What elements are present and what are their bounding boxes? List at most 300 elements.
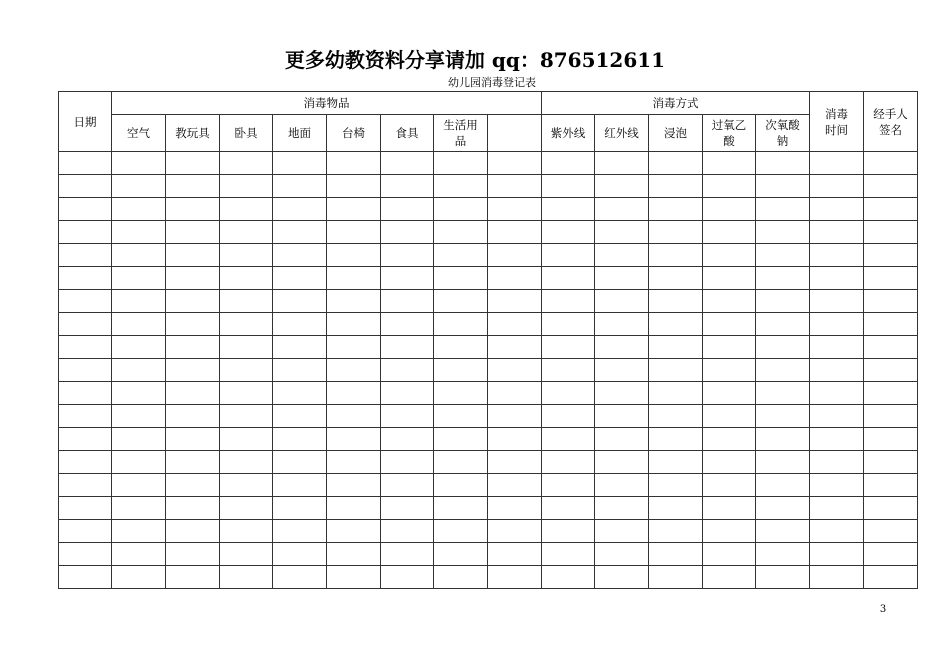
entry-cell[interactable] — [488, 520, 542, 543]
entry-cell[interactable] — [864, 198, 918, 221]
entry-cell[interactable] — [542, 221, 595, 244]
entry-cell[interactable] — [649, 428, 703, 451]
entry-cell[interactable] — [649, 267, 703, 290]
entry-cell[interactable] — [381, 428, 434, 451]
entry-cell[interactable] — [59, 520, 112, 543]
entry-cell[interactable] — [756, 175, 810, 198]
entry-cell[interactable] — [327, 543, 381, 566]
entry-cell[interactable] — [166, 474, 220, 497]
entry-cell[interactable] — [434, 451, 488, 474]
entry-cell[interactable] — [112, 359, 166, 382]
entry-cell[interactable] — [273, 428, 327, 451]
entry-cell[interactable] — [488, 566, 542, 589]
entry-cell[interactable] — [273, 474, 327, 497]
entry-cell[interactable] — [273, 520, 327, 543]
entry-cell[interactable] — [756, 543, 810, 566]
entry-cell[interactable] — [112, 382, 166, 405]
entry-cell[interactable] — [488, 474, 542, 497]
entry-cell[interactable] — [542, 382, 595, 405]
entry-cell[interactable] — [488, 336, 542, 359]
entry-cell[interactable] — [649, 290, 703, 313]
entry-cell[interactable] — [220, 451, 273, 474]
entry-cell[interactable] — [756, 428, 810, 451]
entry-cell[interactable] — [273, 221, 327, 244]
entry-cell[interactable] — [220, 520, 273, 543]
entry-cell[interactable] — [703, 543, 756, 566]
entry-cell[interactable] — [434, 152, 488, 175]
entry-cell[interactable] — [112, 175, 166, 198]
entry-cell[interactable] — [488, 428, 542, 451]
entry-cell[interactable] — [649, 244, 703, 267]
entry-cell[interactable] — [112, 313, 166, 336]
entry-cell[interactable] — [220, 336, 273, 359]
entry-cell[interactable] — [649, 405, 703, 428]
entry-cell[interactable] — [112, 405, 166, 428]
entry-cell[interactable] — [595, 543, 649, 566]
entry-cell[interactable] — [220, 497, 273, 520]
entry-cell[interactable] — [649, 566, 703, 589]
entry-cell[interactable] — [273, 543, 327, 566]
entry-cell[interactable] — [327, 520, 381, 543]
entry-cell[interactable] — [864, 428, 918, 451]
entry-cell[interactable] — [488, 359, 542, 382]
entry-cell[interactable] — [327, 313, 381, 336]
entry-cell[interactable] — [649, 520, 703, 543]
entry-cell[interactable] — [434, 382, 488, 405]
entry-cell[interactable] — [434, 313, 488, 336]
entry-cell[interactable] — [864, 175, 918, 198]
entry-cell[interactable] — [810, 175, 864, 198]
entry-cell[interactable] — [327, 221, 381, 244]
entry-cell[interactable] — [542, 198, 595, 221]
entry-cell[interactable] — [327, 290, 381, 313]
entry-cell[interactable] — [381, 198, 434, 221]
entry-cell[interactable] — [810, 336, 864, 359]
entry-cell[interactable] — [381, 382, 434, 405]
entry-cell[interactable] — [864, 359, 918, 382]
entry-cell[interactable] — [595, 451, 649, 474]
entry-cell[interactable] — [59, 152, 112, 175]
entry-cell[interactable] — [595, 336, 649, 359]
entry-cell[interactable] — [273, 175, 327, 198]
entry-cell[interactable] — [220, 382, 273, 405]
entry-cell[interactable] — [220, 198, 273, 221]
entry-cell[interactable] — [220, 244, 273, 267]
entry-cell[interactable] — [166, 175, 220, 198]
entry-cell[interactable] — [703, 382, 756, 405]
entry-cell[interactable] — [434, 221, 488, 244]
entry-cell[interactable] — [112, 336, 166, 359]
entry-cell[interactable] — [488, 497, 542, 520]
entry-cell[interactable] — [381, 543, 434, 566]
entry-cell[interactable] — [810, 313, 864, 336]
entry-cell[interactable] — [166, 520, 220, 543]
entry-cell[interactable] — [649, 382, 703, 405]
entry-cell[interactable] — [112, 152, 166, 175]
entry-cell[interactable] — [810, 566, 864, 589]
entry-cell[interactable] — [542, 313, 595, 336]
entry-cell[interactable] — [488, 290, 542, 313]
entry-cell[interactable] — [703, 359, 756, 382]
entry-cell[interactable] — [703, 566, 756, 589]
entry-cell[interactable] — [810, 405, 864, 428]
entry-cell[interactable] — [488, 313, 542, 336]
entry-cell[interactable] — [112, 221, 166, 244]
entry-cell[interactable] — [864, 520, 918, 543]
entry-cell[interactable] — [112, 474, 166, 497]
entry-cell[interactable] — [112, 566, 166, 589]
entry-cell[interactable] — [595, 313, 649, 336]
entry-cell[interactable] — [595, 405, 649, 428]
entry-cell[interactable] — [273, 359, 327, 382]
entry-cell[interactable] — [810, 474, 864, 497]
entry-cell[interactable] — [542, 244, 595, 267]
entry-cell[interactable] — [112, 428, 166, 451]
entry-cell[interactable] — [381, 359, 434, 382]
entry-cell[interactable] — [542, 290, 595, 313]
entry-cell[interactable] — [434, 290, 488, 313]
entry-cell[interactable] — [595, 152, 649, 175]
entry-cell[interactable] — [220, 474, 273, 497]
entry-cell[interactable] — [273, 267, 327, 290]
entry-cell[interactable] — [595, 566, 649, 589]
entry-cell[interactable] — [59, 474, 112, 497]
entry-cell[interactable] — [59, 175, 112, 198]
entry-cell[interactable] — [273, 405, 327, 428]
entry-cell[interactable] — [756, 359, 810, 382]
entry-cell[interactable] — [434, 520, 488, 543]
entry-cell[interactable] — [273, 244, 327, 267]
entry-cell[interactable] — [488, 267, 542, 290]
entry-cell[interactable] — [59, 428, 112, 451]
entry-cell[interactable] — [864, 221, 918, 244]
entry-cell[interactable] — [381, 267, 434, 290]
entry-cell[interactable] — [327, 175, 381, 198]
entry-cell[interactable] — [381, 497, 434, 520]
entry-cell[interactable] — [703, 336, 756, 359]
entry-cell[interactable] — [59, 267, 112, 290]
entry-cell[interactable] — [59, 244, 112, 267]
entry-cell[interactable] — [756, 451, 810, 474]
entry-cell[interactable] — [488, 221, 542, 244]
entry-cell[interactable] — [703, 290, 756, 313]
entry-cell[interactable] — [434, 428, 488, 451]
entry-cell[interactable] — [864, 244, 918, 267]
entry-cell[interactable] — [703, 520, 756, 543]
entry-cell[interactable] — [59, 198, 112, 221]
entry-cell[interactable] — [166, 313, 220, 336]
entry-cell[interactable] — [434, 198, 488, 221]
entry-cell[interactable] — [166, 152, 220, 175]
entry-cell[interactable] — [649, 543, 703, 566]
entry-cell[interactable] — [810, 221, 864, 244]
entry-cell[interactable] — [166, 198, 220, 221]
entry-cell[interactable] — [166, 244, 220, 267]
entry-cell[interactable] — [273, 566, 327, 589]
entry-cell[interactable] — [810, 543, 864, 566]
entry-cell[interactable] — [273, 313, 327, 336]
entry-cell[interactable] — [488, 382, 542, 405]
entry-cell[interactable] — [703, 267, 756, 290]
entry-cell[interactable] — [488, 543, 542, 566]
entry-cell[interactable] — [327, 244, 381, 267]
entry-cell[interactable] — [756, 267, 810, 290]
entry-cell[interactable] — [381, 313, 434, 336]
entry-cell[interactable] — [756, 566, 810, 589]
entry-cell[interactable] — [112, 290, 166, 313]
entry-cell[interactable] — [488, 451, 542, 474]
entry-cell[interactable] — [381, 405, 434, 428]
entry-cell[interactable] — [381, 221, 434, 244]
entry-cell[interactable] — [112, 497, 166, 520]
entry-cell[interactable] — [488, 198, 542, 221]
entry-cell[interactable] — [220, 152, 273, 175]
entry-cell[interactable] — [381, 451, 434, 474]
entry-cell[interactable] — [864, 152, 918, 175]
entry-cell[interactable] — [595, 198, 649, 221]
entry-cell[interactable] — [488, 175, 542, 198]
entry-cell[interactable] — [381, 474, 434, 497]
entry-cell[interactable] — [434, 497, 488, 520]
entry-cell[interactable] — [703, 198, 756, 221]
entry-cell[interactable] — [59, 566, 112, 589]
entry-cell[interactable] — [220, 566, 273, 589]
entry-cell[interactable] — [327, 451, 381, 474]
entry-cell[interactable] — [649, 474, 703, 497]
entry-cell[interactable] — [810, 244, 864, 267]
entry-cell[interactable] — [542, 451, 595, 474]
entry-cell[interactable] — [59, 359, 112, 382]
entry-cell[interactable] — [59, 543, 112, 566]
entry-cell[interactable] — [703, 451, 756, 474]
entry-cell[interactable] — [864, 290, 918, 313]
entry-cell[interactable] — [864, 267, 918, 290]
entry-cell[interactable] — [327, 382, 381, 405]
entry-cell[interactable] — [542, 497, 595, 520]
entry-cell[interactable] — [166, 336, 220, 359]
entry-cell[interactable] — [381, 290, 434, 313]
entry-cell[interactable] — [756, 497, 810, 520]
entry-cell[interactable] — [166, 267, 220, 290]
entry-cell[interactable] — [381, 520, 434, 543]
entry-cell[interactable] — [649, 336, 703, 359]
entry-cell[interactable] — [756, 221, 810, 244]
entry-cell[interactable] — [649, 221, 703, 244]
entry-cell[interactable] — [756, 520, 810, 543]
entry-cell[interactable] — [810, 382, 864, 405]
entry-cell[interactable] — [220, 290, 273, 313]
entry-cell[interactable] — [595, 267, 649, 290]
entry-cell[interactable] — [166, 451, 220, 474]
entry-cell[interactable] — [273, 451, 327, 474]
entry-cell[interactable] — [703, 405, 756, 428]
entry-cell[interactable] — [649, 152, 703, 175]
entry-cell[interactable] — [112, 267, 166, 290]
entry-cell[interactable] — [542, 405, 595, 428]
entry-cell[interactable] — [595, 244, 649, 267]
entry-cell[interactable] — [649, 359, 703, 382]
entry-cell[interactable] — [434, 175, 488, 198]
entry-cell[interactable] — [810, 290, 864, 313]
entry-cell[interactable] — [327, 566, 381, 589]
entry-cell[interactable] — [756, 198, 810, 221]
entry-cell[interactable] — [864, 451, 918, 474]
entry-cell[interactable] — [59, 405, 112, 428]
entry-cell[interactable] — [595, 359, 649, 382]
entry-cell[interactable] — [488, 405, 542, 428]
entry-cell[interactable] — [542, 267, 595, 290]
entry-cell[interactable] — [756, 244, 810, 267]
entry-cell[interactable] — [810, 198, 864, 221]
entry-cell[interactable] — [112, 543, 166, 566]
entry-cell[interactable] — [595, 497, 649, 520]
entry-cell[interactable] — [327, 428, 381, 451]
entry-cell[interactable] — [166, 382, 220, 405]
entry-cell[interactable] — [381, 175, 434, 198]
entry-cell[interactable] — [864, 497, 918, 520]
entry-cell[interactable] — [434, 543, 488, 566]
entry-cell[interactable] — [166, 221, 220, 244]
entry-cell[interactable] — [59, 451, 112, 474]
entry-cell[interactable] — [542, 359, 595, 382]
entry-cell[interactable] — [220, 267, 273, 290]
entry-cell[interactable] — [703, 244, 756, 267]
entry-cell[interactable] — [434, 359, 488, 382]
entry-cell[interactable] — [273, 290, 327, 313]
entry-cell[interactable] — [542, 566, 595, 589]
entry-cell[interactable] — [864, 382, 918, 405]
entry-cell[interactable] — [595, 290, 649, 313]
entry-cell[interactable] — [220, 428, 273, 451]
entry-cell[interactable] — [542, 474, 595, 497]
entry-cell[interactable] — [864, 405, 918, 428]
entry-cell[interactable] — [649, 175, 703, 198]
entry-cell[interactable] — [810, 152, 864, 175]
entry-cell[interactable] — [327, 336, 381, 359]
entry-cell[interactable] — [59, 497, 112, 520]
entry-cell[interactable] — [220, 359, 273, 382]
entry-cell[interactable] — [327, 267, 381, 290]
entry-cell[interactable] — [595, 474, 649, 497]
entry-cell[interactable] — [810, 428, 864, 451]
entry-cell[interactable] — [649, 497, 703, 520]
entry-cell[interactable] — [273, 198, 327, 221]
entry-cell[interactable] — [59, 313, 112, 336]
entry-cell[interactable] — [381, 336, 434, 359]
entry-cell[interactable] — [434, 336, 488, 359]
entry-cell[interactable] — [59, 336, 112, 359]
entry-cell[interactable] — [703, 221, 756, 244]
entry-cell[interactable] — [864, 543, 918, 566]
entry-cell[interactable] — [220, 175, 273, 198]
entry-cell[interactable] — [864, 474, 918, 497]
entry-cell[interactable] — [327, 497, 381, 520]
entry-cell[interactable] — [703, 175, 756, 198]
entry-cell[interactable] — [756, 382, 810, 405]
entry-cell[interactable] — [166, 497, 220, 520]
entry-cell[interactable] — [756, 290, 810, 313]
entry-cell[interactable] — [864, 336, 918, 359]
entry-cell[interactable] — [434, 474, 488, 497]
entry-cell[interactable] — [434, 267, 488, 290]
entry-cell[interactable] — [112, 520, 166, 543]
entry-cell[interactable] — [703, 474, 756, 497]
entry-cell[interactable] — [703, 497, 756, 520]
entry-cell[interactable] — [112, 198, 166, 221]
entry-cell[interactable] — [542, 336, 595, 359]
entry-cell[interactable] — [595, 428, 649, 451]
entry-cell[interactable] — [756, 336, 810, 359]
entry-cell[interactable] — [166, 405, 220, 428]
entry-cell[interactable] — [810, 267, 864, 290]
entry-cell[interactable] — [649, 451, 703, 474]
entry-cell[interactable] — [810, 451, 864, 474]
entry-cell[interactable] — [220, 543, 273, 566]
entry-cell[interactable] — [434, 566, 488, 589]
entry-cell[interactable] — [649, 198, 703, 221]
entry-cell[interactable] — [273, 382, 327, 405]
entry-cell[interactable] — [273, 152, 327, 175]
entry-cell[interactable] — [220, 405, 273, 428]
entry-cell[interactable] — [488, 244, 542, 267]
entry-cell[interactable] — [112, 244, 166, 267]
entry-cell[interactable] — [327, 198, 381, 221]
entry-cell[interactable] — [166, 566, 220, 589]
entry-cell[interactable] — [273, 336, 327, 359]
entry-cell[interactable] — [542, 520, 595, 543]
entry-cell[interactable] — [166, 290, 220, 313]
entry-cell[interactable] — [703, 152, 756, 175]
entry-cell[interactable] — [327, 152, 381, 175]
entry-cell[interactable] — [59, 221, 112, 244]
entry-cell[interactable] — [59, 290, 112, 313]
entry-cell[interactable] — [220, 313, 273, 336]
entry-cell[interactable] — [756, 405, 810, 428]
entry-cell[interactable] — [810, 359, 864, 382]
entry-cell[interactable] — [595, 175, 649, 198]
entry-cell[interactable] — [595, 520, 649, 543]
entry-cell[interactable] — [756, 474, 810, 497]
entry-cell[interactable] — [488, 152, 542, 175]
entry-cell[interactable] — [542, 175, 595, 198]
entry-cell[interactable] — [381, 152, 434, 175]
entry-cell[interactable] — [59, 382, 112, 405]
entry-cell[interactable] — [864, 313, 918, 336]
entry-cell[interactable] — [273, 497, 327, 520]
entry-cell[interactable] — [381, 244, 434, 267]
entry-cell[interactable] — [434, 244, 488, 267]
entry-cell[interactable] — [756, 152, 810, 175]
entry-cell[interactable] — [756, 313, 810, 336]
entry-cell[interactable] — [327, 359, 381, 382]
entry-cell[interactable] — [810, 520, 864, 543]
entry-cell[interactable] — [703, 428, 756, 451]
entry-cell[interactable] — [434, 405, 488, 428]
entry-cell[interactable] — [381, 566, 434, 589]
entry-cell[interactable] — [220, 221, 273, 244]
entry-cell[interactable] — [166, 543, 220, 566]
entry-cell[interactable] — [703, 313, 756, 336]
entry-cell[interactable] — [595, 382, 649, 405]
entry-cell[interactable] — [166, 359, 220, 382]
entry-cell[interactable] — [542, 543, 595, 566]
entry-cell[interactable] — [112, 451, 166, 474]
entry-cell[interactable] — [166, 428, 220, 451]
entry-cell[interactable] — [327, 405, 381, 428]
entry-cell[interactable] — [810, 497, 864, 520]
entry-cell[interactable] — [542, 428, 595, 451]
entry-cell[interactable] — [595, 221, 649, 244]
